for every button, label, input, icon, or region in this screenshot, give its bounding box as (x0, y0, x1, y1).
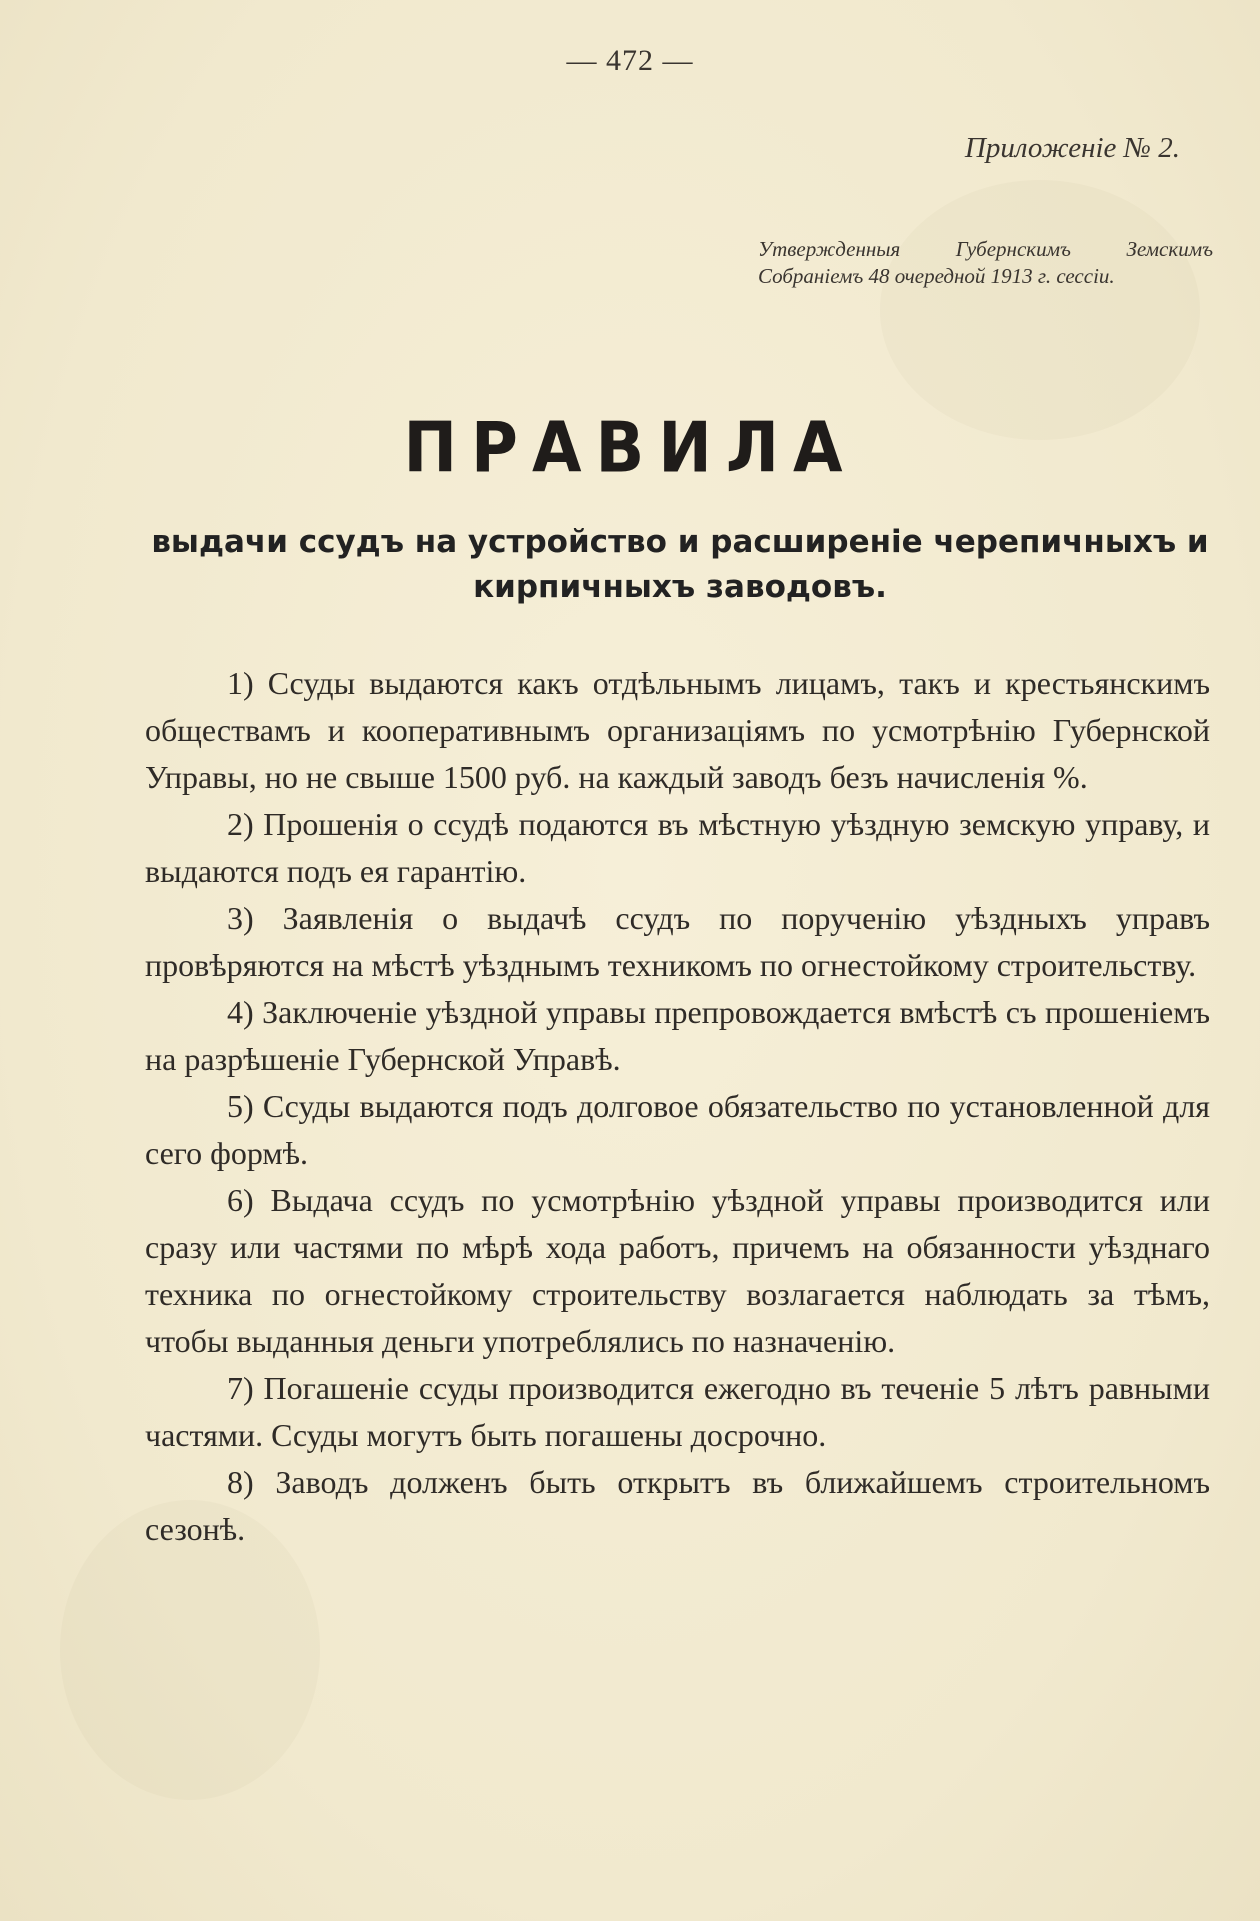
document-subtitle: выдачи ссудъ на устройство и расширенiе черепичныхъ и кирпичныхъ заводовъ. (151, 524, 1209, 605)
rule-paragraph: 2) Прошенiя о ссудѣ подаются въ мѣстную уѣздную земскую управу, и выдаются подъ ея гарантiю. (145, 806, 1210, 889)
page-number: — 472 — (566, 44, 694, 77)
rule-paragraph: 6) Выдача ссудъ по усмотрѣнiю уѣздной управы производится или сразу или частями по мѣрѣ хода работъ, причемъ на обязанности уѣзднаго техника по огнестойкому строительству возлагается наблюдать за тѣмъ, чтобы выданныя деньги употреблялись по назначенiю. (145, 1182, 1210, 1359)
rules-list (145, 660, 1210, 1553)
document-title: ПРАВИЛА (403, 409, 857, 489)
rule-paragraph: 7) Погашенiе ссуды производится ежегодно въ теченiе 5 лѣтъ равными частями. Ссуды могутъ быть погашены досрочно. (145, 1370, 1210, 1453)
rule-paragraph: 4) Заключенiе уѣздной управы препровождается вмѣстѣ съ прошенiемъ на разрѣшенiе Губернской Управѣ. (145, 994, 1210, 1077)
rule-paragraph: 5) Ссуды выдаются подъ долговое обязательство по установленной для сего формѣ. (145, 1088, 1210, 1171)
paper-stain (880, 180, 1200, 440)
rule-paragraph: 1) Ссуды выдаются какъ отдѣльнымъ лицамъ, такъ и крестьянскимъ обществамъ и кооперативнымъ организацiямъ по усмотрѣнiю Губернской Управы, но не свыше 1500 руб. на каждый заводъ безъ начисленiя %. (145, 665, 1210, 795)
approval-note: Утвержденныя Губернскимъ Земскимъ Собранiемъ 48 очередной 1913 г. сессiи. (758, 237, 1213, 288)
rule-paragraph: 3) Заявленiя о выдачѣ ссудъ по порученiю уѣздныхъ управъ провѣряются на мѣстѣ уѣзднымъ техникомъ по огнестойкому строительству. (145, 900, 1210, 983)
rule-paragraph: 8) Заводъ долженъ быть открытъ въ ближайшемъ строительномъ сезонѣ. (145, 1464, 1210, 1547)
appendix-label: Приложенiе № 2. (964, 132, 1180, 164)
